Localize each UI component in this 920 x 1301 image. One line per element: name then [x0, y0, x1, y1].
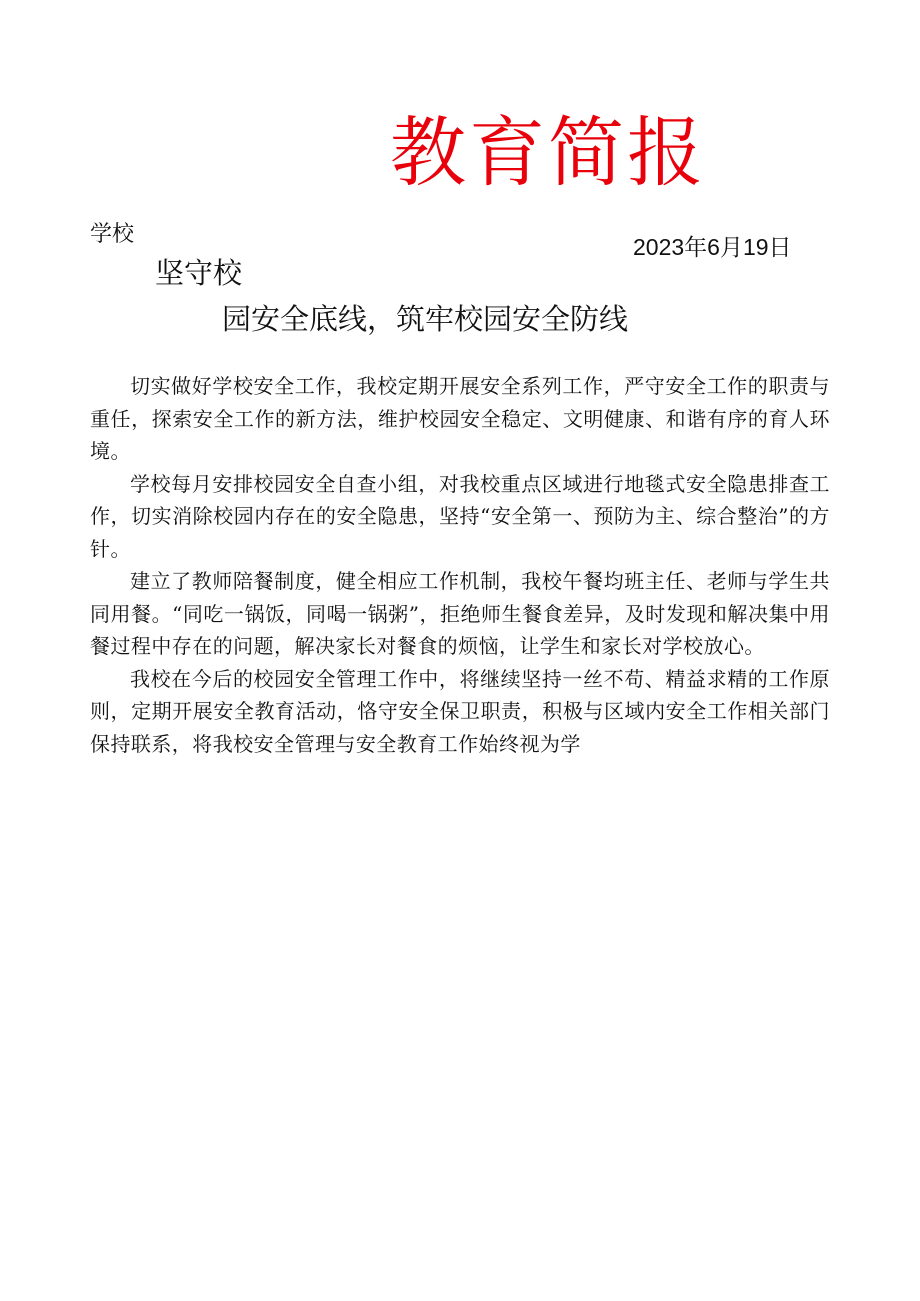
school-label: 学校 — [90, 222, 135, 247]
masthead-title: 教育简报 — [390, 108, 706, 197]
article-title-line-2: 园安全底线，筑牢校园安全防线 — [222, 302, 629, 336]
article-body — [90, 370, 830, 760]
body-paragraph: 建立了教师陪餐制度，健全相应工作机制，我校午餐均班主任、老师与学生共同用餐。“同吃一锅饭，同喝一锅粥”，拒绝师生餐食差异，及时发现和解决集中用餐过程中存在的问题，解决家长对餐食的烦恼，让学生和家长对学校放心。 — [90, 569, 830, 658]
body-paragraph: 我校在今后的校园安全管理工作中，将继续坚持一丝不苟、精益求精的工作原则，定期开展安全教育活动，恪守安全保卫职责，积极与区域内安全工作相关部门保持联系，将我校安全管理与安全教育工作始终视为学 — [90, 666, 830, 756]
article-title-line-1: 坚守校 — [155, 256, 243, 290]
issue-date: 2023年6月19日 — [633, 234, 792, 260]
body-paragraph: 切实做好学校安全工作，我校定期开展安全系列工作，严守安全工作的职责与重任，探索安全工作的新方法，维护校园安全稳定、文明健康、和谐有序的育人环境。 — [90, 374, 830, 463]
body-paragraph: 学校每月安排校园安全自查小组，对我校重点区域进行地毯式安全隐患排查工作，切实消除校园内存在的安全隐患，坚持“安全第一、预防为主、综合整治”的方针。 — [90, 471, 830, 561]
